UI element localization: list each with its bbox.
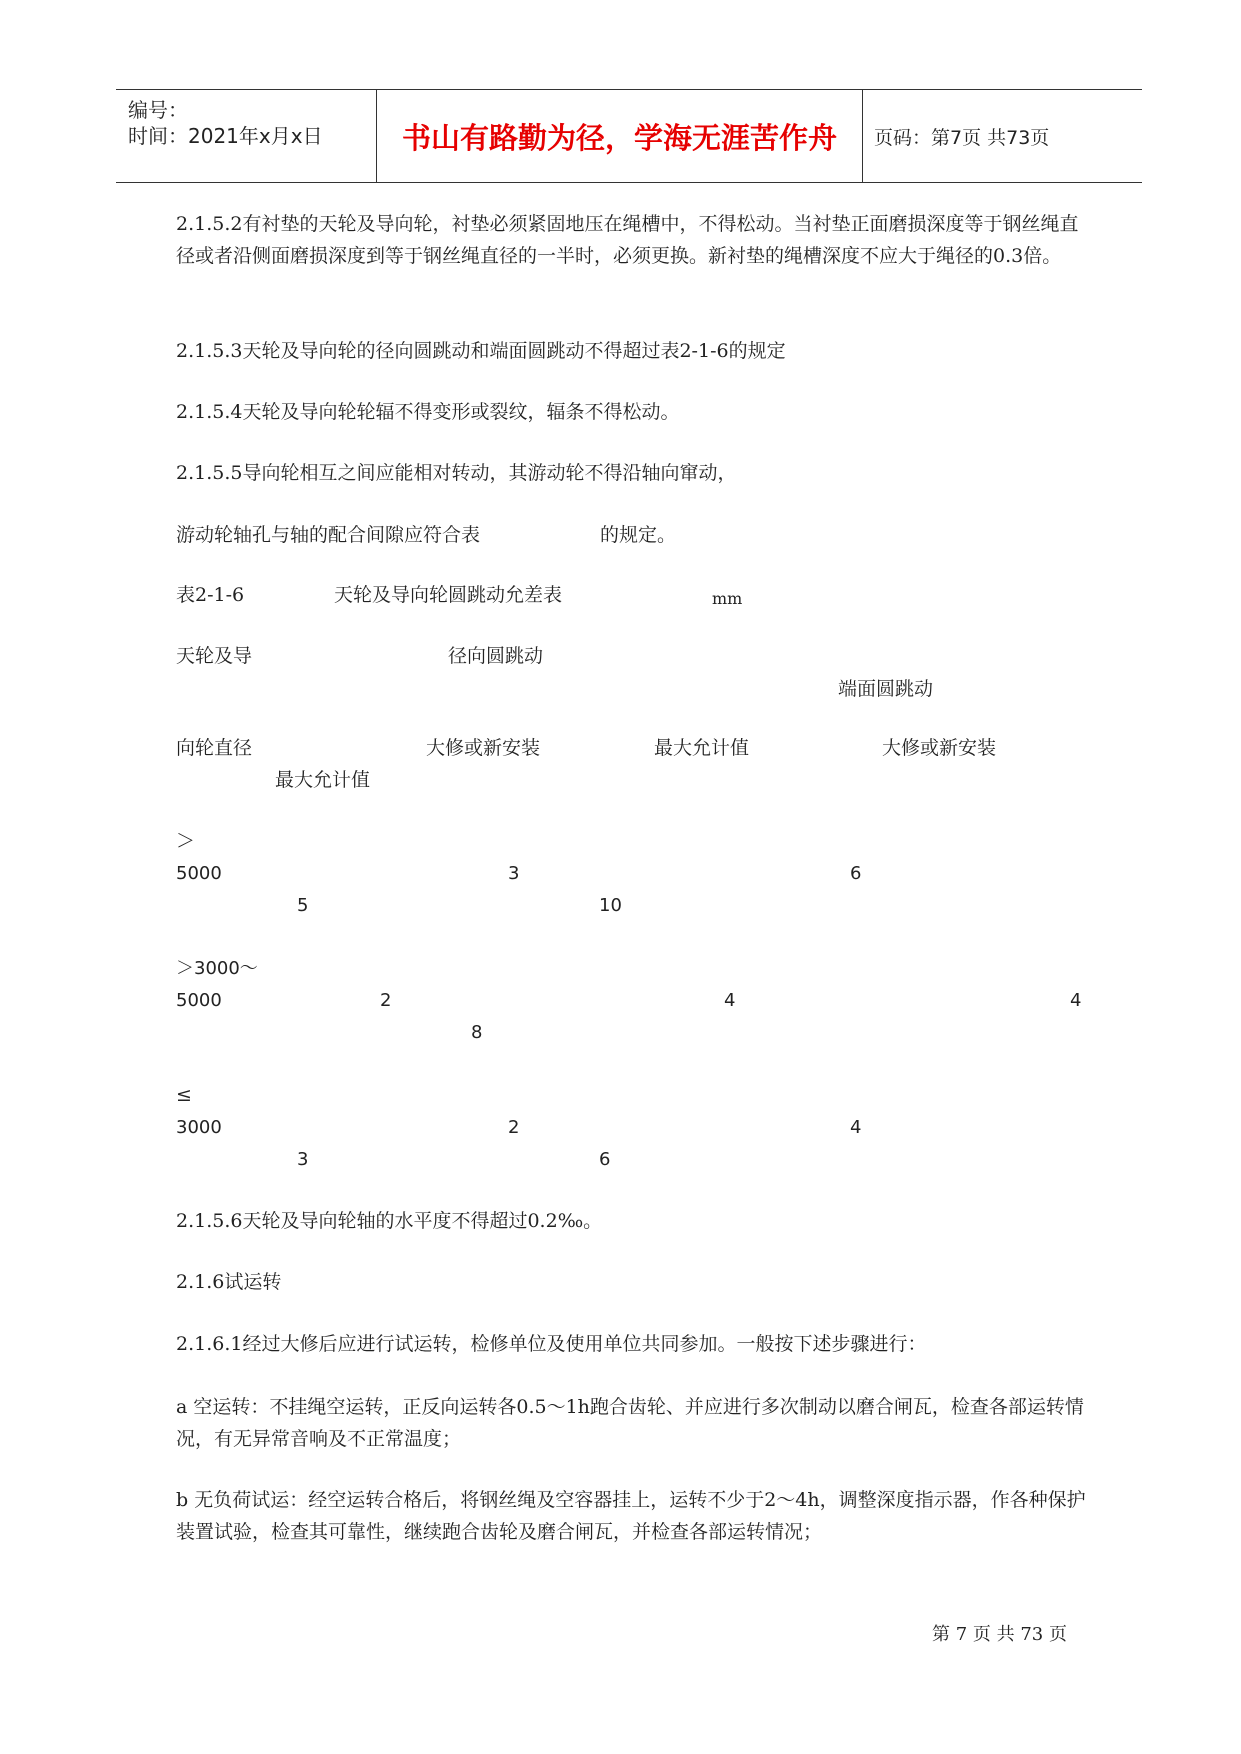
table-row-2-diameter: ＞3000～	[176, 958, 258, 979]
table-row-3-face-overhaul: 3	[297, 1149, 309, 1170]
table-subheader-face-overhaul: 大修或新安装	[882, 737, 997, 759]
paragraph-fit-clearance-end: 的规定。	[600, 524, 677, 546]
table-row-1-radial-overhaul: 3	[508, 863, 520, 884]
table-header-diameter: 天轮及导	[176, 645, 253, 667]
header-motto: 书山有路勤为径，学海无涯苦作舟	[376, 90, 863, 182]
paragraph-no-load-run: b 无负荷试运：经空运转合格后，将钢丝绳及空容器挂上，运转不少于2～4h，调整深度指示器，作各种保护装置试验，检查其可靠性，继续跑合齿轮及磨合闸瓦，并检查各部运转情况；	[176, 1489, 1086, 1543]
section-2-1-6-heading: 2.1.6试运转	[176, 1271, 282, 1293]
table-row-1-face-overhaul: 5	[297, 895, 309, 916]
paragraph-fit-clearance: 游动轮轴孔与轴的配合间隙应符合表	[176, 524, 481, 546]
table-header-diameter-cont: 向轮直径	[176, 737, 253, 759]
table-row-2-face-overhaul: 4	[1070, 990, 1082, 1011]
table-row-3-diameter-value: 3000	[176, 1117, 222, 1138]
header-meta	[116, 90, 376, 182]
table-row-2-diameter-value: 5000	[176, 990, 222, 1011]
table-row-1-diameter: ＞	[176, 830, 196, 852]
table-row-3-diameter: ≤	[176, 1084, 192, 1106]
paragraph-2-1-5-2: 2.1.5.2有衬垫的天轮及导向轮，衬垫必须紧固地压在绳槽中，不得松动。当衬垫正面磨损深度等于钢丝绳直径或者沿侧面磨损深度到等于钢丝绳直径的一半时，必须更换。新衬垫的绳槽深度不应大于绳径的0.3倍。	[176, 213, 1079, 267]
document-time: 时间：2021年x月x日	[128, 124, 323, 148]
table-row-3-radial-max: 4	[850, 1117, 862, 1138]
table-subheader-face-max: 最大允计值	[275, 769, 371, 791]
table-row-1-diameter-value: 5000	[176, 863, 222, 884]
paragraph-2-1-5-6: 2.1.5.6天轮及导向轮轴的水平度不得超过0.2‰。	[176, 1210, 603, 1232]
page-footer: 第 7 页 共 73 页	[932, 1624, 1067, 1645]
table-caption-number: 表2-1-6	[176, 584, 245, 606]
table-subheader-radial-overhaul: 大修或新安装	[426, 737, 541, 759]
table-caption-title: 天轮及导向轮圆跳动允差表	[334, 584, 563, 606]
table-caption-unit: mm	[712, 589, 743, 608]
header-page-info: 页码：第7页 共73页	[874, 126, 1050, 149]
table-row-2-radial-max: 4	[724, 990, 736, 1011]
table-row-1-radial-max: 6	[850, 863, 862, 884]
table-row-3-radial-overhaul: 2	[508, 1117, 520, 1138]
document-header	[116, 89, 1142, 183]
table-row-1-face-max: 10	[599, 895, 622, 916]
paragraph-idle-run: a 空运转：不挂绳空运转，正反向运转各0.5～1h跑合齿轮、并应进行多次制动以磨合闸瓦，检查各部运转情况，有无异常音响及不正常温度；	[176, 1396, 1084, 1450]
table-row-2-radial-overhaul: 2	[380, 990, 392, 1011]
table-row-2-face-max: 8	[471, 1022, 483, 1043]
paragraph-2-1-5-4: 2.1.5.4天轮及导向轮轮辐不得变形或裂纹，辐条不得松动。	[176, 401, 680, 423]
table-row-3-face-max: 6	[599, 1149, 611, 1170]
paragraph-2-1-5-3: 2.1.5.3天轮及导向轮的径向圆跳动和端面圆跳动不得超过表2-1-6的规定	[176, 340, 786, 362]
table-subheader-radial-max: 最大允计值	[654, 737, 750, 759]
paragraph-2-1-5-5: 2.1.5.5导向轮相互之间应能相对转动，其游动轮不得沿轴向窜动，	[176, 462, 737, 484]
document-number-label: 编号：	[128, 98, 188, 122]
paragraph-2-1-6-1: 2.1.6.1经过大修后应进行试运转，检修单位及使用单位共同参加。一般按下述步骤进行：	[176, 1333, 927, 1355]
table-header-radial-runout: 径向圆跳动	[448, 645, 544, 667]
table-header-face-runout: 端面圆跳动	[838, 678, 934, 700]
